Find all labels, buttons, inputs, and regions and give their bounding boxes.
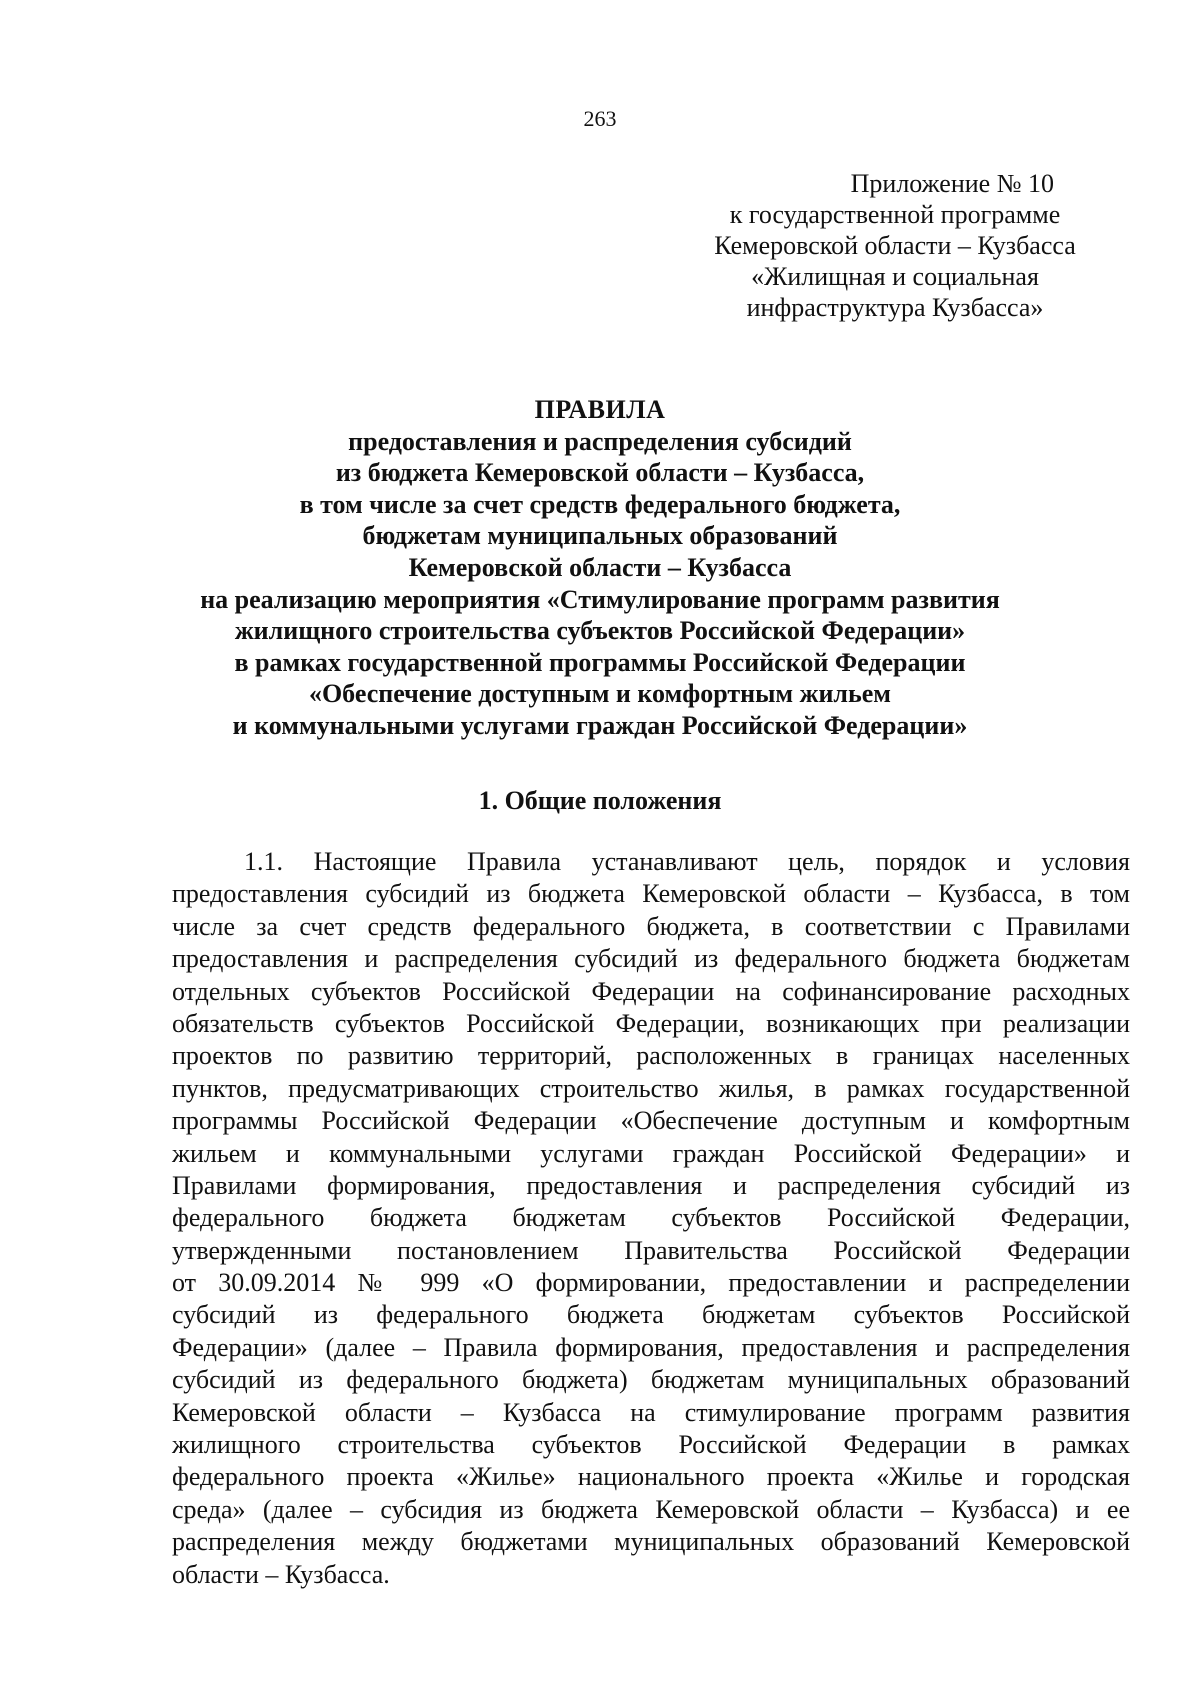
title-line: жилищного строительства субъектов Российской Федерации» [234, 616, 966, 646]
paragraph-line: федерального проекта «Жилье» национального проекта «Жилье и городская [172, 1462, 1130, 1492]
paragraph-line: пунктов, предусматривающих строительство жилья, в рамках государственной [172, 1073, 1130, 1103]
paragraph-line: распределения между бюджетами муниципальных образований Кемеровской [172, 1527, 1130, 1557]
document-title [100, 394, 1100, 742]
title-line: в рамках государственной программы Российской Федерации [234, 647, 966, 677]
paragraph-line: от 30.09.2014 № 999 «О формировании, предоставлении и распределении [172, 1268, 1130, 1298]
paragraph-line: жильем и коммунальными услугами граждан Российской Федерации» и [172, 1138, 1130, 1168]
paragraph-line: предоставления субсидий из бюджета Кемеровской области – Кузбасса, в том [172, 879, 1130, 909]
appendix-line: к государственной программе [729, 200, 1061, 229]
title-line: в том числе за счет средств федерального бюджета, [299, 489, 901, 519]
title-line: Кемеровской области – Кузбасса [408, 552, 792, 582]
paragraph-line: федерального бюджета бюджетам субъектов Российской Федерации, [172, 1203, 1130, 1233]
paragraph-line: среда» (далее – субсидия из бюджета Кемеровской области – Кузбасса) и ее [172, 1494, 1130, 1524]
paragraph-line: области – Кузбасса. [172, 1559, 390, 1589]
paragraph-line: проектов по развитию территорий, расположенных в границах населенных [172, 1041, 1130, 1071]
appendix-line: Приложение № 10 [850, 169, 1054, 198]
title-line: предоставления и распределения субсидий [348, 426, 852, 456]
title-line: из бюджета Кемеровской области – Кузбасса, [335, 458, 865, 488]
appendix-line: Кемеровской области – Кузбасса [714, 231, 1076, 260]
paragraph-1-1 [172, 846, 1130, 1591]
page-number: 263 [583, 106, 617, 131]
section-heading: 1. Общие положения [478, 786, 722, 815]
paragraph-line: обязательств субъектов Российской Федерации, возникающих при реализации [172, 1008, 1130, 1038]
paragraph-line: Правилами формирования, предоставления и распределения субсидий из [172, 1170, 1130, 1200]
paragraph-line: Кемеровской области – Кузбасса на стимулирование программ развития [172, 1397, 1130, 1427]
paragraph-line: числе за счет средств федерального бюджета, в соответствии с Правилами [172, 911, 1130, 941]
title-line: «Обеспечение доступным и комфортным жильем [308, 679, 892, 709]
paragraph-line: Федерации» (далее – Правила формирования, предоставления и распределения [172, 1332, 1130, 1362]
appendix-line: инфраструктура Кузбасса» [746, 293, 1044, 322]
paragraph-line: утвержденными постановлением Правительства Российской Федерации [172, 1235, 1130, 1265]
appendix-note [680, 168, 1110, 323]
paragraph-line: жилищного строительства субъектов Российской Федерации в рамках [172, 1430, 1130, 1460]
paragraph-line: субсидий из федерального бюджета) бюджетам муниципальных образований [172, 1365, 1130, 1395]
title-line: на реализацию мероприятия «Стимулирование программ развития [200, 584, 1000, 614]
title-line: и коммунальными услугами граждан Российской Федерации» [232, 710, 968, 740]
title-line: бюджетам муниципальных образований [362, 521, 838, 551]
paragraph-line: субсидий из федерального бюджета бюджетам субъектов Российской [172, 1300, 1130, 1330]
title-main: ПРАВИЛА [534, 395, 666, 424]
paragraph-line: 1.1. Настоящие Правила устанавливают цель, порядок и условия [244, 847, 1130, 876]
paragraph-line: предоставления и распределения субсидий из федерального бюджета бюджетам [172, 944, 1130, 974]
appendix-line: «Жилищная и социальная [751, 262, 1039, 291]
paragraph-line: отдельных субъектов Российской Федерации на софинансирование расходных [172, 976, 1130, 1006]
paragraph-line: программы Российской Федерации «Обеспечение доступным и комфортным [172, 1106, 1130, 1136]
